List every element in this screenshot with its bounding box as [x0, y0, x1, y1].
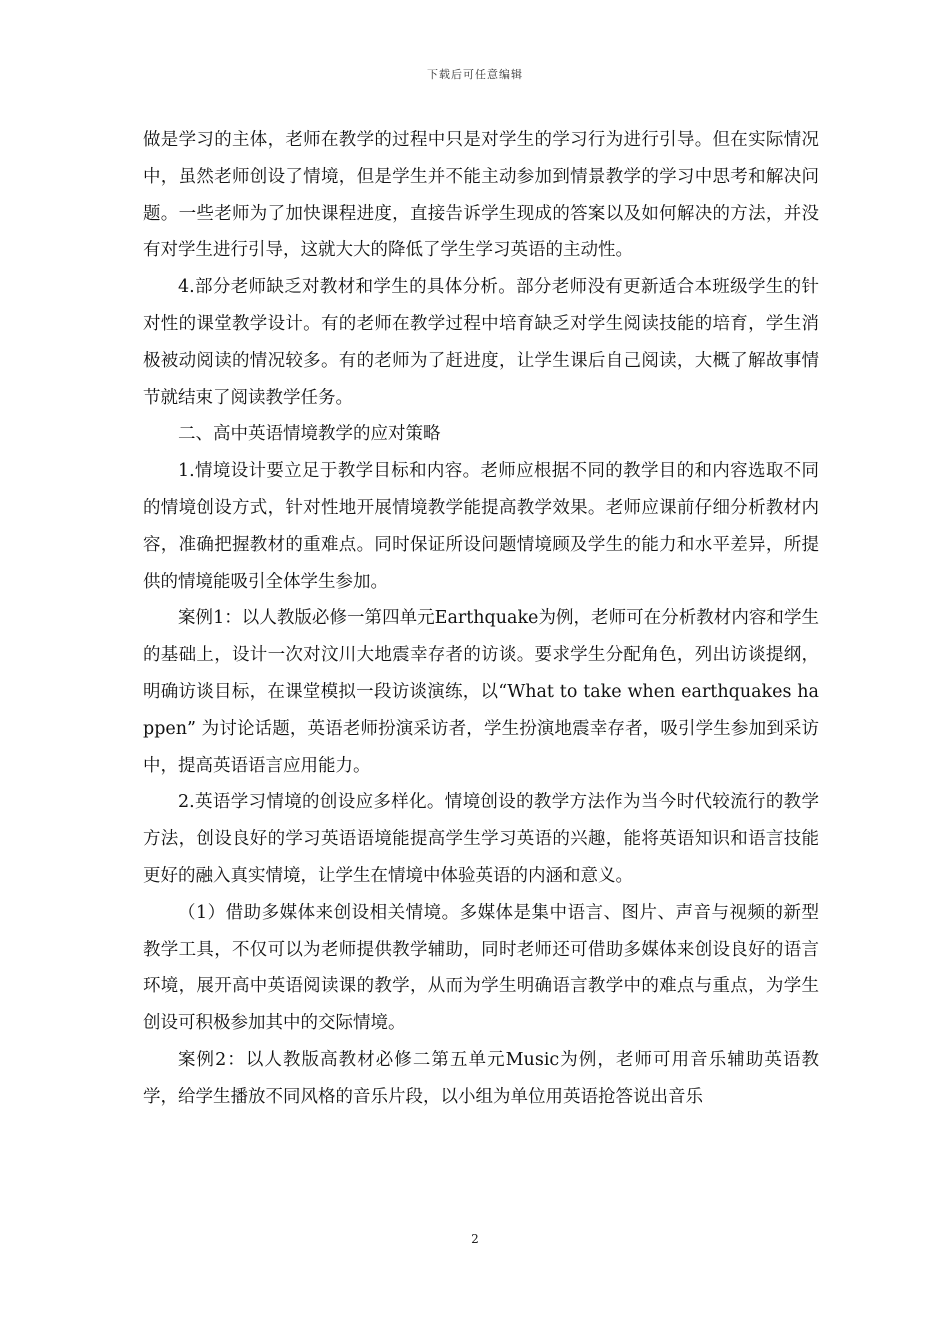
paragraph-case-2: 案例2：以人教版高教材必修二第五单元Music为例，老师可用音乐辅助英语教学，给学生播放不同风格的音乐片段，以小组为单位用英语抢答说出音乐 — [143, 1049, 819, 1107]
section-heading: 二、高中英语情境教学的应对策略 — [178, 424, 441, 445]
paragraph-strategy-1: 1.情境设计要立足于教学目标和内容。老师应根据不同的教学目的和内容选取不同的情境创设方式，针对性地开展情境教学能提高教学效果。老师应课前仔细分析教材内容，准确把握教材的重难点。同时保证所设问题情境顾及学生的能力和水平差异，所提供的情境能吸引全体学生参加。 — [143, 461, 819, 592]
page-number: 2 — [471, 1232, 479, 1246]
document-body — [143, 122, 819, 1116]
paragraph-point-4: 4.部分老师缺乏对教材和学生的具体分析。部分老师没有更新适合本班级学生的针对性的课堂教学设计。有的老师在教学过程中培育缺乏对学生阅读技能的培育，学生消极被动阅读的情况较多。有的老师为了赶进度，让学生课后自己阅读，大概了解故事情节就结束了阅读教学任务。 — [143, 277, 819, 408]
paragraph-sub-1: （1）借助多媒体来创设相关情境。多媒体是集中语言、图片、声音与视频的新型教学工具，不仅可以为老师提供教学辅助，同时老师还可借助多媒体来创设良好的语言环境，展开高中英语阅读课的教学，从而为学生明确语言教学中的难点与重点，为学生创设可积极参加其中的交际情境。 — [143, 902, 819, 1034]
paragraph-case-1: 案例1：以人教版必修一第四单元Earthquake为例，老师可在分析教材内容和学生的基础上，设计一次对汶川大地震幸存者的访谈。要求学生分配角色，列出访谈提纲，明确访谈目标，在课堂模拟一段访谈演练，以“What to take when earthquakes happen” 为讨论话题，英语老师扮演采访者，学生扮演地震幸存者，吸引学生参加到采访中，提高英语语言应用能力。 — [143, 608, 819, 776]
paragraph-strategy-2: 2.英语学习情境的创设应多样化。情境创设的教学方法作为当今时代较流行的教学方法，创设良好的学习英语语境能提高学生学习英语的兴趣，能将英语知识和语言技能更好的融入真实情境，让学生在情境中体验英语的内涵和意义。 — [143, 792, 819, 886]
paragraph-continued: 做是学习的主体，老师在教学的过程中只是对学生的学习行为进行引导。但在实际情况中，虽然老师创设了情境，但是学生并不能主动参加到情景教学的学习中思考和解决问题。一些老师为了加快课程进度，直接告诉学生现成的答案以及如何解决的方法，并没有对学生进行引导，这就大大的降低了学生学习英语的主动性。 — [143, 130, 819, 261]
page-header: 下载后可任意编辑 — [427, 68, 523, 81]
